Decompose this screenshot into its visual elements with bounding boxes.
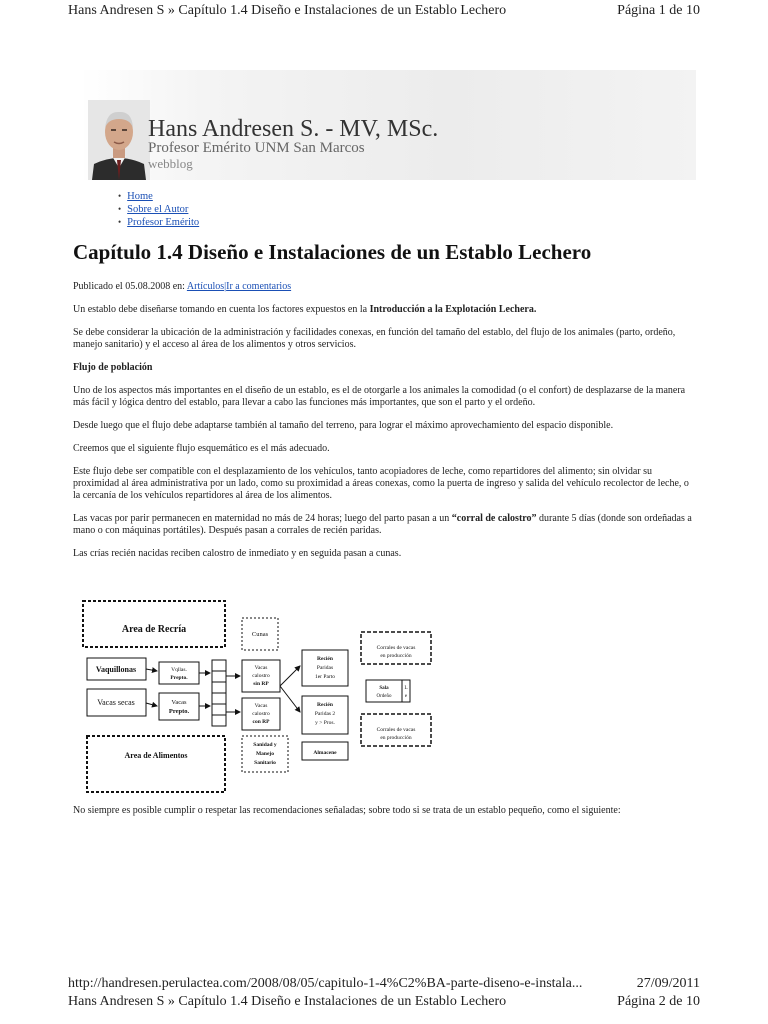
label-con-rp-3: con RP <box>252 719 270 725</box>
post-meta-prefix: Publicado el 05.08.2008 en: <box>73 281 185 292</box>
meta-separator: | <box>224 281 227 292</box>
label-vaquillonas: Vaquillonas <box>95 665 137 674</box>
paragraph-7-bold: “corral de calostro” <box>451 513 537 524</box>
label-sala-side-1: L <box>404 686 408 691</box>
label-area-alimentos: Area de Alimentos <box>124 751 188 760</box>
label-almacene: Almacene <box>313 750 337 756</box>
label-vacas-prepto-2: Prepto. <box>168 708 190 715</box>
paragraph-2: Se debe considerar la ubicación de la administración y facilidades conexas, en función del tamaño del establo, del flujo de los animales (parto, ordeño, manejo sanitario) y el acceso al área de los alimentos y otros servicios. <box>73 327 676 350</box>
paragraph-8: Las crías recién nacidas reciben calostro de inmediato y en seguida pasan a cunas. <box>73 548 402 559</box>
label-vacas-prepto-1: Vacas <box>171 699 187 706</box>
label-recien1-1: Recién <box>317 656 333 662</box>
paragraph-7 <box>73 513 695 537</box>
paragraph-1-bold: Introducción a la Explotación Lechera. <box>369 304 537 315</box>
label-corrales-top-1: Corrales de vacas <box>376 645 416 651</box>
flow-diagram <box>76 596 446 796</box>
print-header-title: Hans Andresen S » Capítulo 1.4 Diseño e Instalaciones de un Establo Lechero <box>68 3 507 18</box>
nav-item-about <box>118 203 199 216</box>
print-footer-title-row <box>68 994 700 1010</box>
post-body <box>73 281 695 571</box>
blog-banner <box>80 70 696 180</box>
paragraph-1 <box>73 304 695 316</box>
label-vaqllas-2: Prepto. <box>170 675 188 681</box>
paragraph-7-b: durante 5 días (donde son ordeñadas a mano o con máquinas portátiles). Después pasan a corrales de recién paridas. <box>73 513 692 536</box>
label-vaqllas-1: Vqllas. <box>171 667 187 673</box>
label-area-recria: Area de Recría <box>121 624 187 635</box>
print-footer-page: Página 2 de 10 <box>617 994 700 1009</box>
paragraph-4: Desde luego que el flujo debe adaptarse también al tamaño del terreno, para lograr el máximo aprovechamiento del espacio disponible. <box>73 420 614 431</box>
label-corrales-top-2: en producción <box>380 653 412 659</box>
label-con-rp-1: Vacas <box>254 703 268 709</box>
paragraph-3: Uno de los aspectos más importantes en el diseño de un establo, es el de otorgarle a los animales la comodidad (o el confort) de desplazarse de la manera más fácil y lógica dentro del establo, para llevar a cabo las funciones más importantes, que son el parto y el ordeño. <box>73 385 686 408</box>
print-header <box>68 0 700 22</box>
label-sanidad-1: Sanidad y <box>253 742 277 748</box>
label-corrales-bot-2: en producción <box>380 735 412 741</box>
paragraph-7-a: Las vacas por parir permanecen en maternidad no más de 24 horas; luego del parto pasan a un <box>73 513 452 524</box>
print-footer-url-row <box>68 976 700 992</box>
nav-link-about[interactable]: Sobre el Autor <box>127 204 189 215</box>
banner-tagline: webblog <box>148 156 193 171</box>
paragraph-1-text: Un establo debe diseñarse tomando en cuenta los factores expuestos en la <box>73 304 370 315</box>
label-sala-side-2: e <box>404 694 408 699</box>
post-title: Capítulo 1.4 Diseño e Instalaciones de un Establo Lechero <box>73 240 592 264</box>
label-recien2-1: Recién <box>317 702 333 708</box>
paragraph-6: Este flujo debe ser compatible con el desplazamiento de los vehículos, tanto acopiadores de leche, como repartidores del alimento; sin olvidar su proximidad al área administrativa por un lado, como su proximidad a áreas conexas, como la puerta de ingreso y salida del vehículo recolector de leche, o la cercanía de los vehículos repartidores al área de los alimentos. <box>73 466 689 501</box>
label-sin-rp-3: sin RP <box>253 681 269 687</box>
comments-link[interactable]: Ir a comentarios <box>226 281 292 292</box>
label-con-rp-2: calostro <box>252 711 270 717</box>
label-recien2-2: Paridas 2 <box>314 711 336 717</box>
author-portrait <box>88 100 150 180</box>
nav-item-emeritus <box>118 216 199 229</box>
label-sanidad-2: Manejo <box>255 751 275 757</box>
category-link[interactable]: Artículos <box>186 281 225 292</box>
label-recien1-3: 1er Parto <box>314 674 336 680</box>
label-recien2-3: y > Pros. <box>315 720 335 726</box>
box-area-alimentos <box>87 736 225 792</box>
label-vacas-secas: Vacas secas <box>97 698 135 707</box>
section-heading-text: Flujo de población <box>73 362 153 373</box>
nav-item-home <box>118 190 199 203</box>
print-footer-title: Hans Andresen S » Capítulo 1.4 Diseño e Instalaciones de un Establo Lechero <box>68 994 507 1009</box>
nav-link-emeritus[interactable]: Profesor Emérito <box>127 217 200 228</box>
paragraph-after-diagram: No siempre es posible cumplir o respetar las recomendaciones señaladas; sobre todo si se trata de un establo pequeño, como el siguiente: <box>73 805 621 816</box>
label-recien1-2: Paridas <box>316 665 334 671</box>
label-sala-1: Sala <box>379 686 389 691</box>
main-nav <box>118 190 199 229</box>
label-cunas: Cunas <box>251 631 269 638</box>
print-header-page: Página 1 de 10 <box>617 3 700 18</box>
paragraph-5: Creemos que el siguiente flujo esquemático es el más adecuado. <box>73 443 330 454</box>
flow-arrows <box>146 666 300 712</box>
print-footer-date: 27/09/2011 <box>636 976 700 991</box>
banner-subtitle: Profesor Emérito UNM San Marcos <box>148 140 365 156</box>
label-sala-2: Ordeño <box>376 694 392 699</box>
nav-link-home[interactable]: Home <box>127 191 153 202</box>
label-sanidad-3: Sanitario <box>254 760 276 766</box>
label-corrales-bot-1: Corrales de vacas <box>376 727 416 733</box>
box-vacas-prepto <box>159 693 199 720</box>
print-footer-url: http://handresen.perulactea.com/2008/08/05/capitulo-1-4%C2%BA-parte-diseno-e-instala... <box>68 976 583 991</box>
section-heading <box>73 362 695 374</box>
label-sin-rp-1: Vacas <box>254 665 268 671</box>
banner-author-name: Hans Andresen S. - MV, MSc. <box>148 116 439 142</box>
label-sin-rp-2: calostro <box>252 673 270 679</box>
post-meta <box>73 281 695 293</box>
